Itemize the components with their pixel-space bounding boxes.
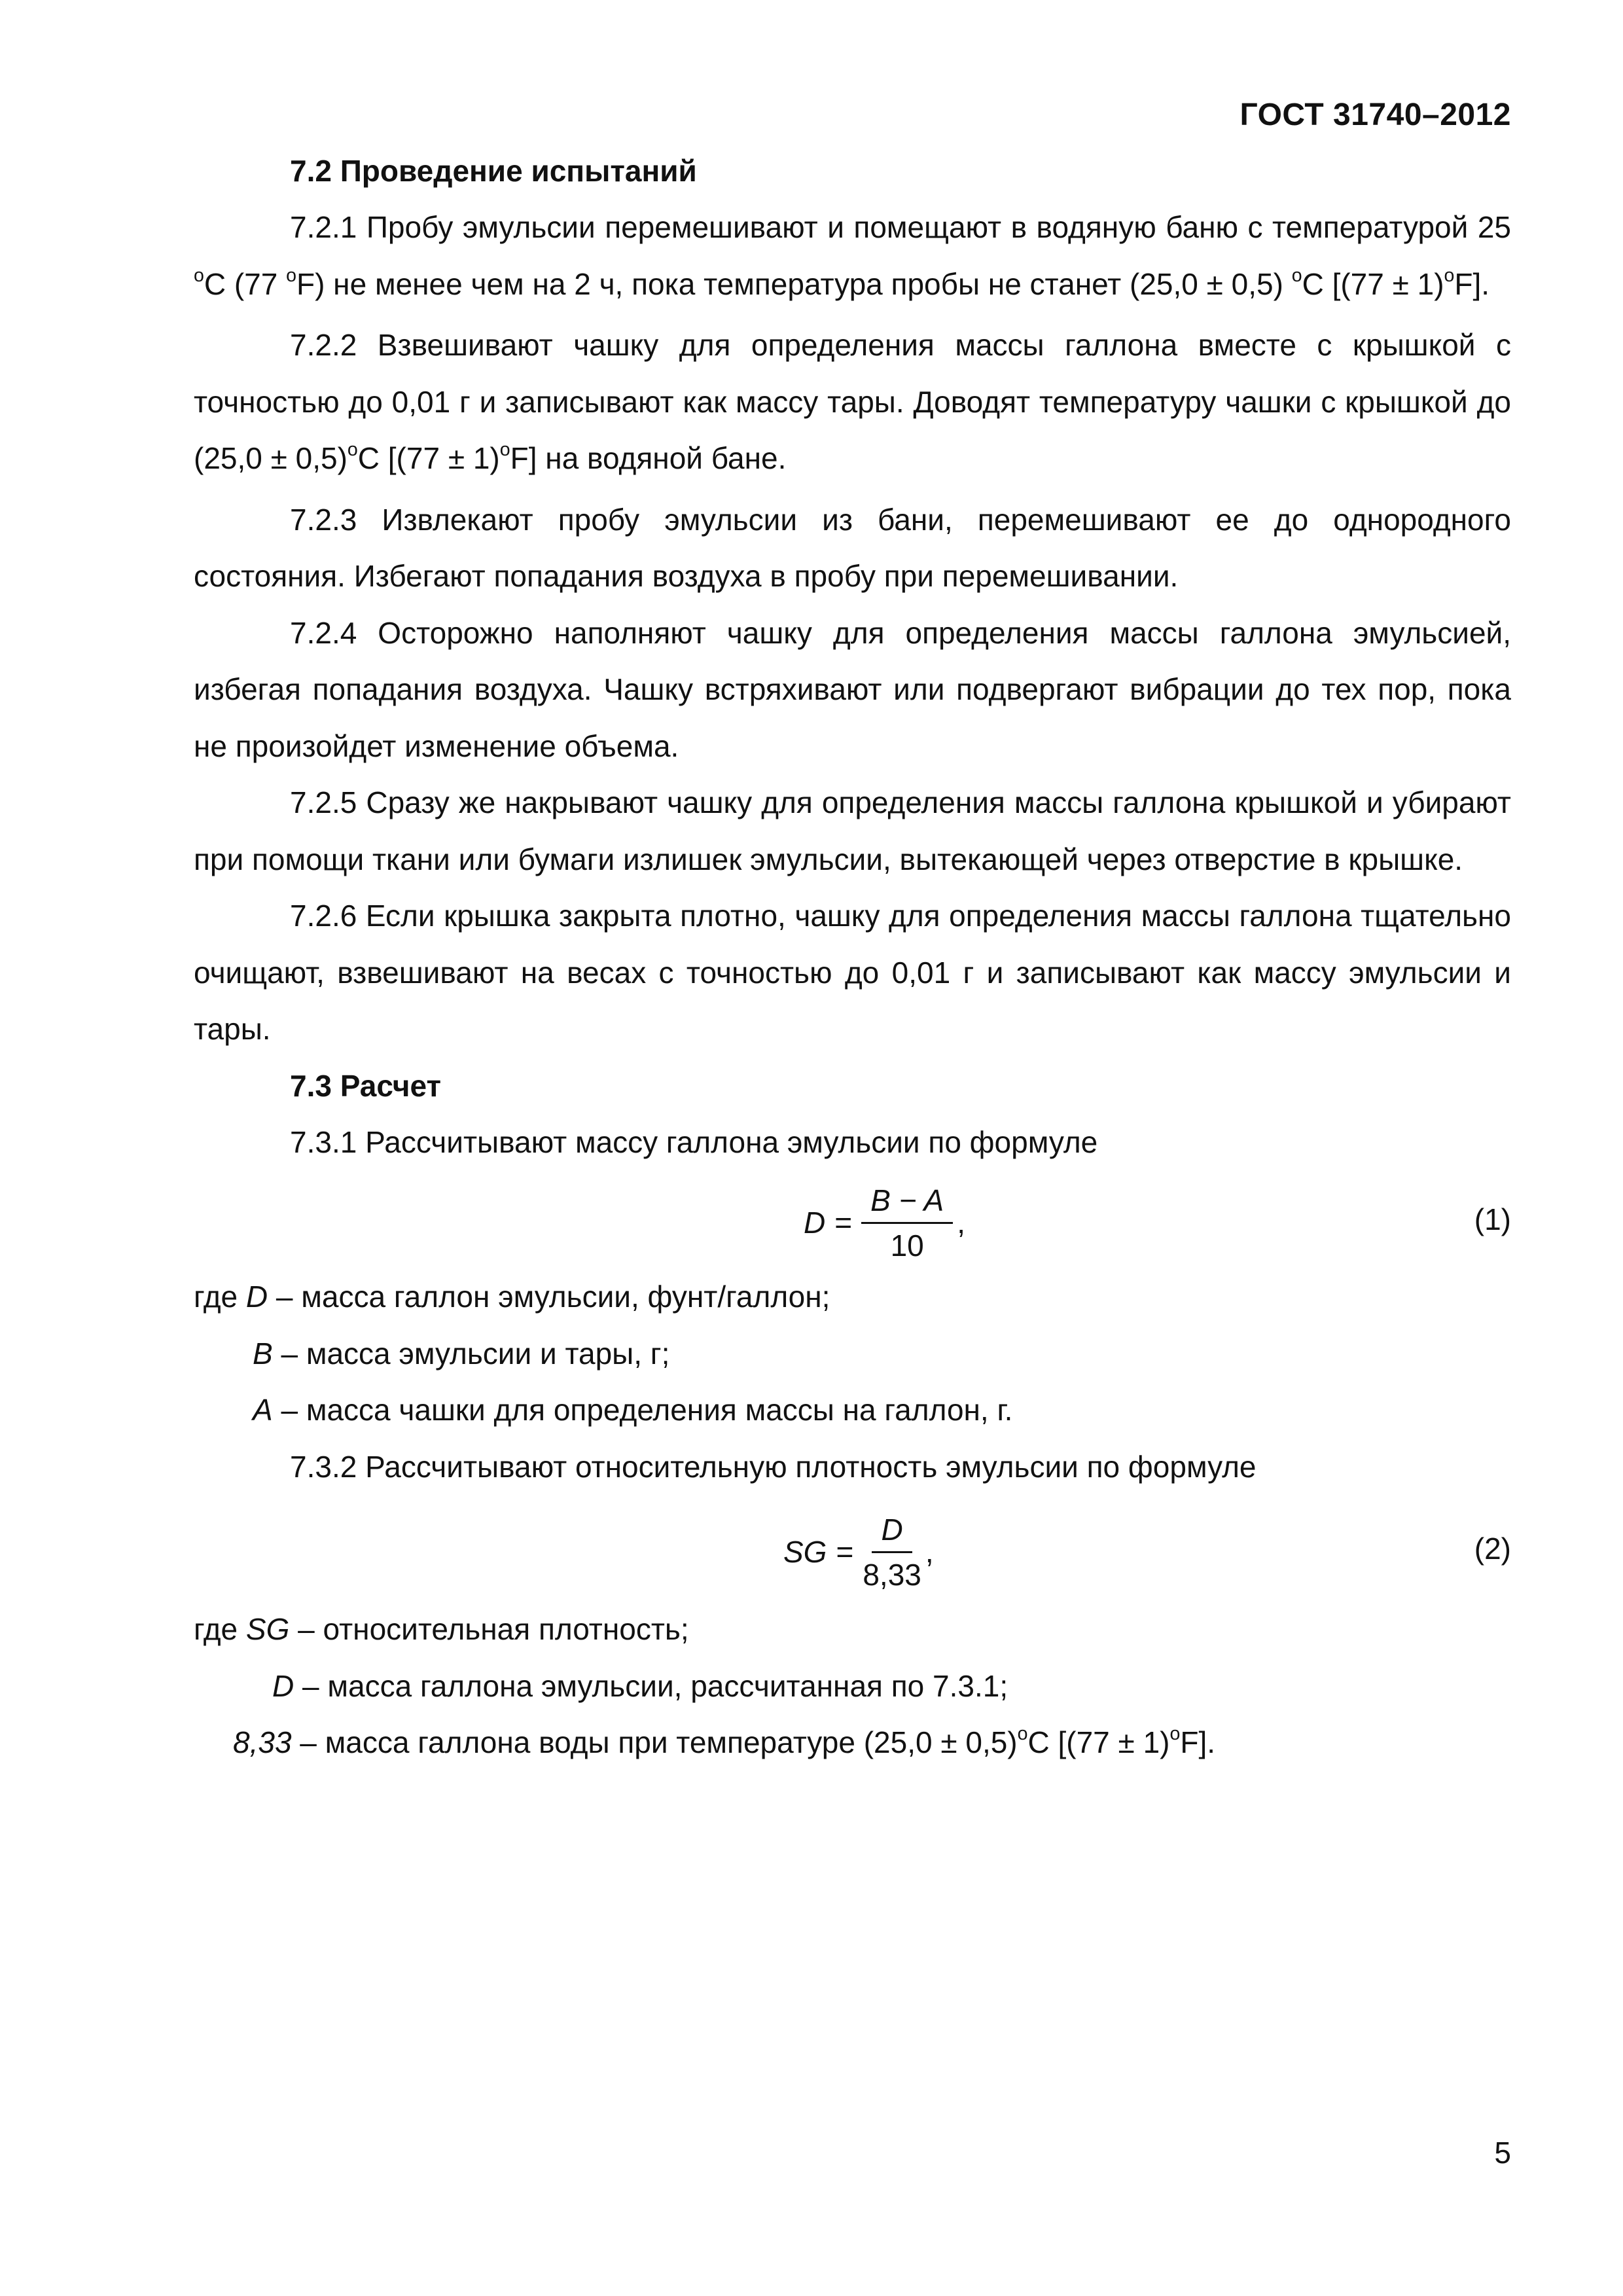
degree-sign: o (1444, 264, 1455, 286)
formula-1-equals: = (834, 1206, 853, 1240)
definition-line: B – масса эмульсии и тары, г; (253, 1336, 670, 1371)
definition-line: A – масса чашки для определения массы на галлон, г. (253, 1393, 1013, 1427)
formula-1-number: (1) (1474, 1202, 1511, 1237)
section-heading-7-3: 7.3 Расчет (290, 1068, 441, 1103)
paragraph-7-3-1: 7.3.1 Рассчитывают массу галлона эмульсии по формуле (290, 1124, 1098, 1159)
formula-1-expression (804, 1183, 965, 1262)
document-code-header: ГОСТ 31740–2012 (1240, 98, 1511, 132)
definition-line: где D – масса галлон эмульсии, фунт/галлон; (194, 1280, 830, 1314)
degree-sign: o (1291, 264, 1302, 286)
definition-line: D – масса галлона эмульсии, рассчитанная по 7.3.1; (272, 1668, 1008, 1703)
formula-2-denominator: 8,33 (863, 1557, 921, 1592)
degree-sign: o (499, 439, 510, 461)
formula-2-lhs: SG (783, 1535, 827, 1569)
formula-2-comma: , (925, 1535, 934, 1569)
formula-1-comma: , (957, 1206, 965, 1240)
degree-sign: o (347, 439, 358, 461)
formula-2-fraction (863, 1512, 921, 1592)
paragraph-7-2-3: 7.2.3 Извлекают пробу эмульсии из бани, перемешивают ее до однородного состояния. Избегают попадания воздуха в пробу при перемешивании. (194, 502, 1511, 593)
formula-1-fraction (861, 1183, 953, 1263)
formula-2 (194, 1509, 1511, 1594)
degree-sign: o (1017, 1723, 1028, 1745)
paragraph-7-3-2: 7.3.2 Рассчитывают относительную плотность эмульсии по формуле (290, 1449, 1257, 1484)
page-number: 5 (1494, 2136, 1511, 2170)
paragraph-7-2-4: 7.2.4 Осторожно наполняют чашку для определения массы галлона эмульсией, избегая попадания воздуха. Чашку встряхивают или подвергают вибрации до тех пор, пока не произойдет изменение объема. (194, 615, 1511, 763)
formula-1-lhs: D (804, 1206, 826, 1240)
section-heading-7-2: 7.2 Проведение испытаний (290, 154, 697, 188)
paragraph-7-2-2: 7.2.2 Взвешивают чашку для определения массы галлона вместе с крышкой с точностью до 0,01 г и записывают как массу тары. Доводят температуру чашки с крышкой до $(25,0 \pm 0,5)^oС$ $[(77 \pm 1)^oF]$ на водяной бане. (194, 328, 1511, 475)
formula-2-numerator: D (872, 1512, 912, 1553)
document-body (194, 143, 1511, 1776)
formula-2-number: (2) (1474, 1531, 1511, 1566)
formula-1 (194, 1183, 1511, 1262)
formula-1-numerator: B − A (861, 1183, 953, 1224)
definition-line: 8,33 – масса галлона воды при температуре $(25,0 \pm 0,5)^oС$ $[(77 \pm 1)^oF]$. (233, 1723, 1216, 1759)
paragraph-7-2-6: 7.2.6 Если крышка закрыта плотно, чашку для определения массы галлона тщательно очищают, взвешивают на весах с точностью до 0,01 г и записывают как массу эмульсии и тары. (194, 899, 1511, 1046)
degree-sign: o (194, 264, 204, 286)
paragraph-7-2-5: 7.2.5 Сразу же накрывают чашку для определения массы галлона крышкой и убирают при помощи ткани или бумаги излишек эмульсии, вытекающей через отверстие в крышке. (194, 785, 1511, 876)
formula-1-denominator: 10 (890, 1228, 924, 1263)
degree-sign: o (1169, 1723, 1181, 1745)
formula-2-equals: = (836, 1535, 854, 1569)
formula-2-expression (783, 1509, 934, 1594)
degree-sign: o (286, 264, 296, 286)
paragraph-7-2-1: 7.2.1 Пробу эмульсии перемешивают и помещают в водяную баню с температурой 25 $^o$С (77 $^o$F) не менее чем на 2 ч, пока температура пробы не станет (25,0 ± 0,5) $^o$С $[(77 \pm 1)^oF]$. (194, 210, 1511, 301)
definition-line: где SG – относительная плотность; (194, 1612, 689, 1646)
